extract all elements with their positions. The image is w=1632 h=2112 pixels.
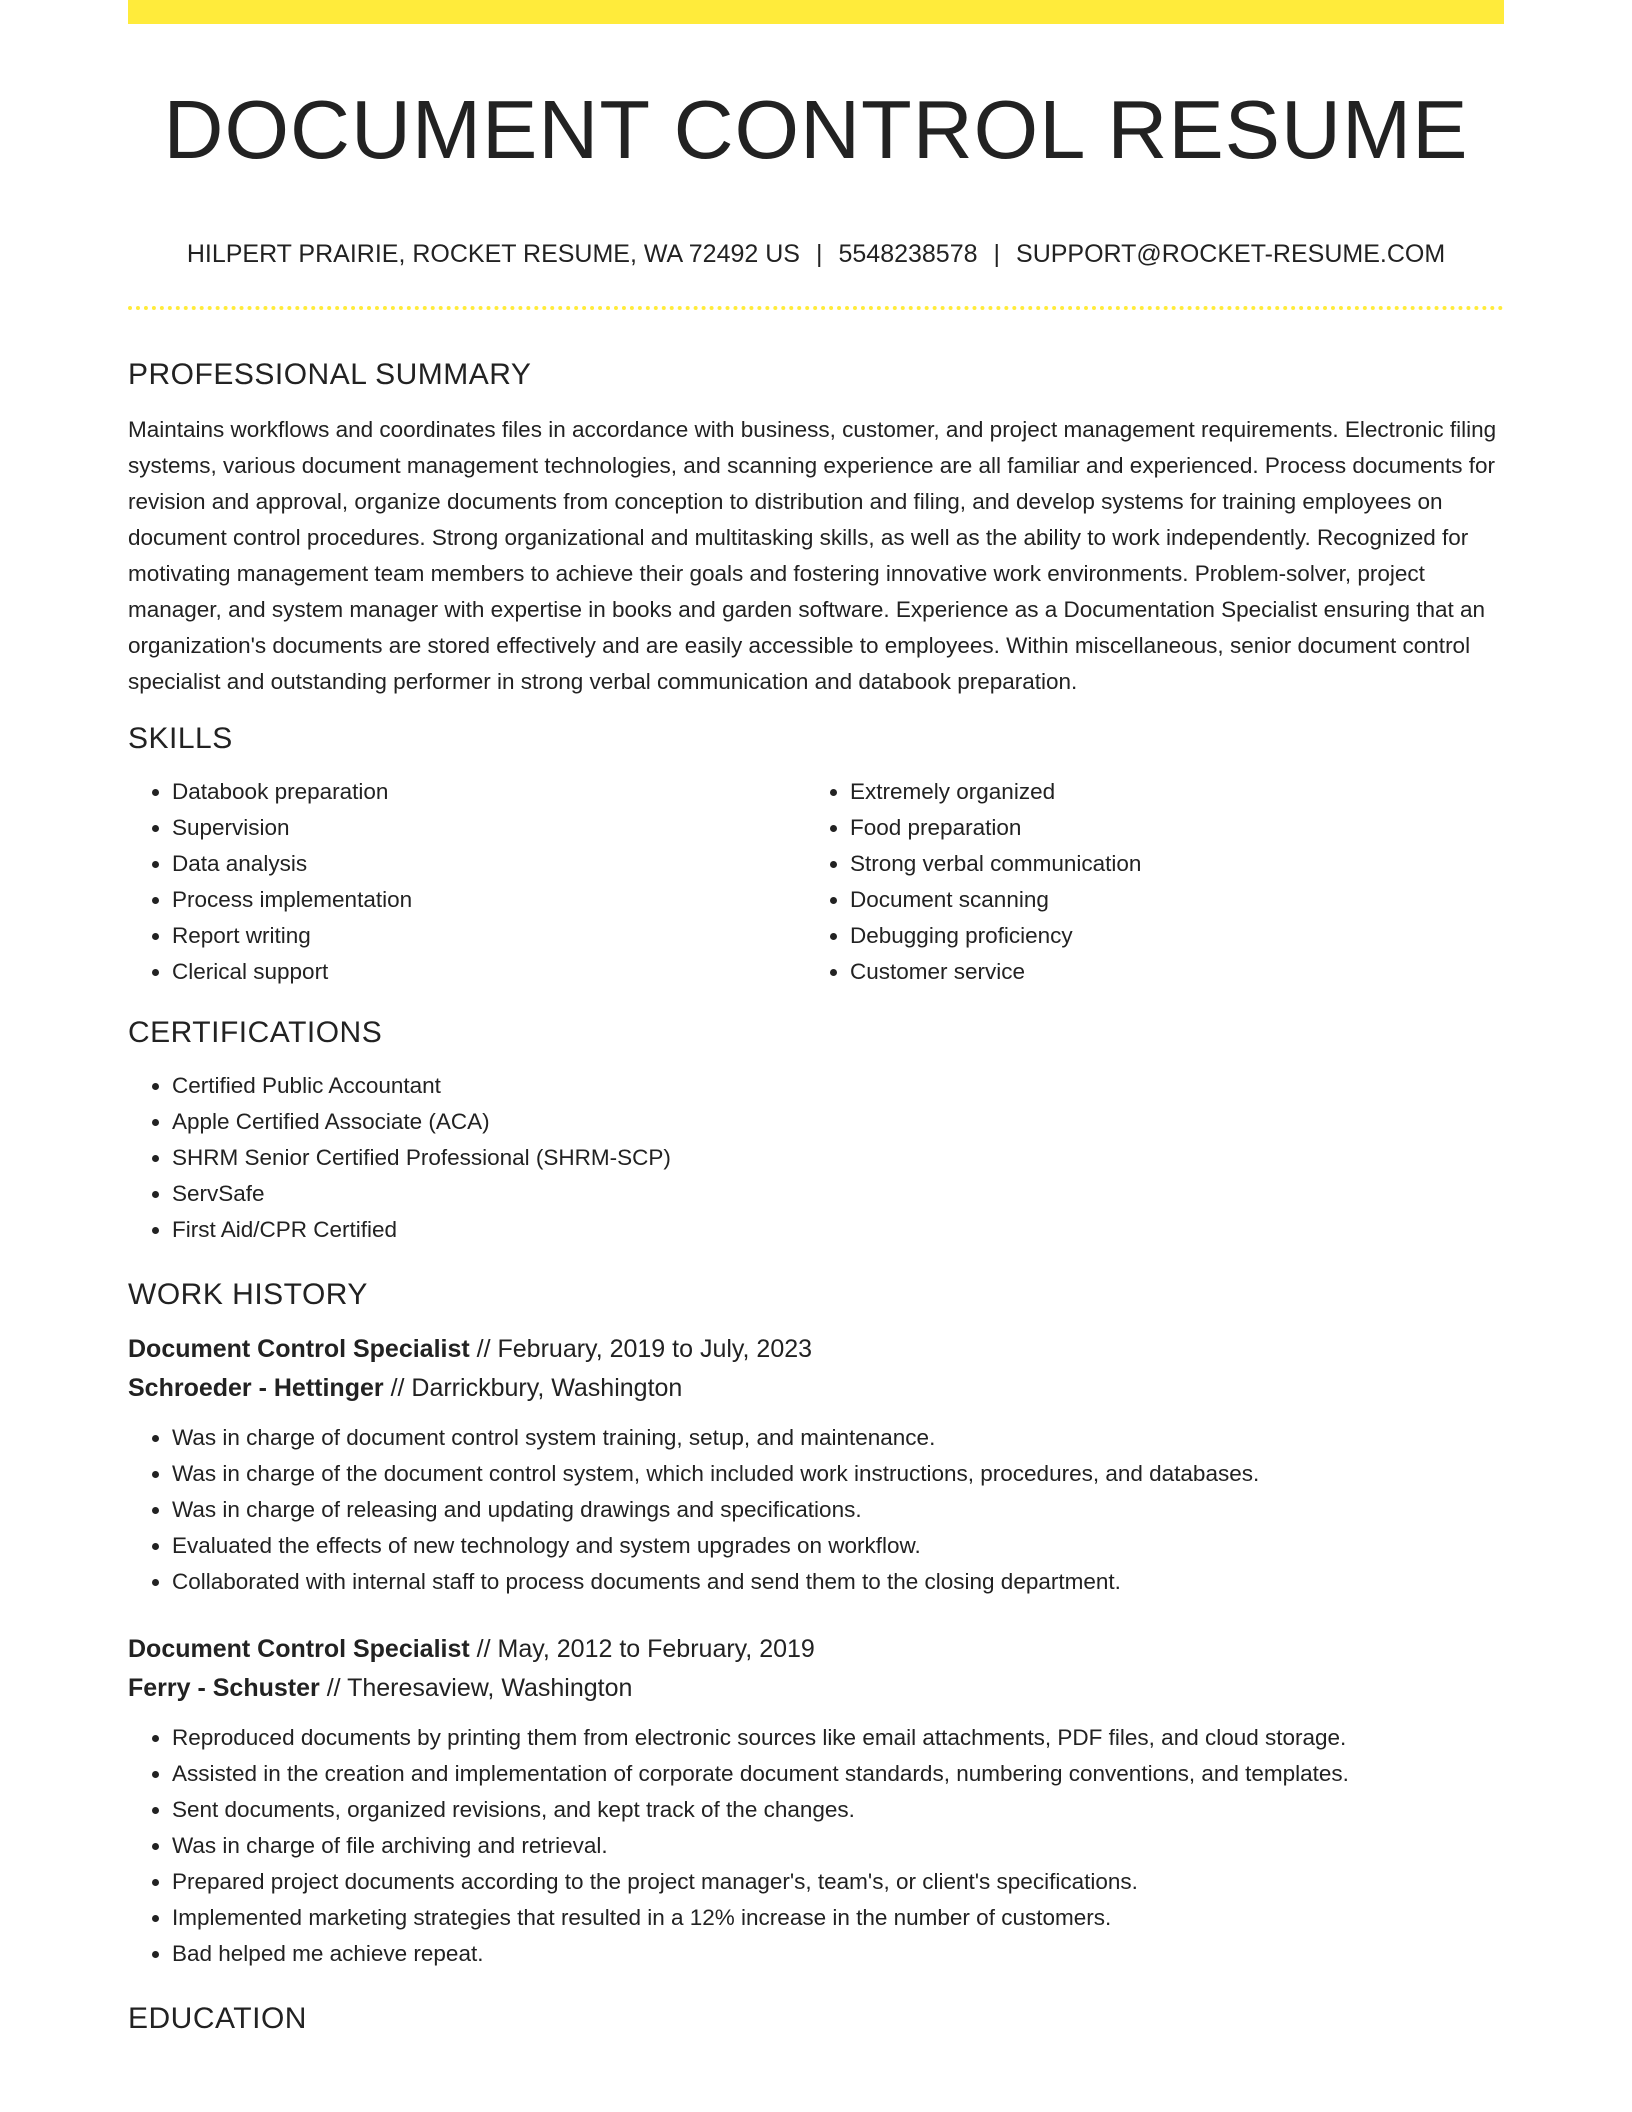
certification-item: • First Aid/CPR Certified <box>172 1212 1504 1248</box>
education-section <box>128 1994 1504 2044</box>
job-location: // Theresaview, Washington <box>326 1674 633 1702</box>
section-heading-education: EDUCATION <box>128 2002 307 2035</box>
skill-item: • Strong verbal communication <box>850 846 1550 882</box>
certification-item: • ServSafe <box>172 1176 1504 1212</box>
job-dates: // February, 2019 to July, 2023 <box>476 1335 813 1363</box>
summary-section <box>128 350 1504 700</box>
contact-separator: | <box>815 240 823 268</box>
job-bullet: • Was in charge of releasing and updating drawings and specifications. <box>172 1492 1504 1528</box>
certification-item: • Certified Public Accountant <box>172 1068 1504 1104</box>
skill-item: • Extremely organized <box>850 774 1550 810</box>
job-bullets <box>128 1720 1504 1972</box>
job-bullet: • Prepared project documents according to the project manager's, team's, or client's specifications. <box>172 1864 1504 1900</box>
skill-item: • Document scanning <box>850 882 1550 918</box>
job-company: Schroeder - Hettinger <box>128 1374 384 1402</box>
contact-address: HILPERT PRAIRIE, ROCKET RESUME, WA 72492 US <box>186 240 800 268</box>
job-bullet: • Reproduced documents by printing them from electronic sources like email attachments, PDF files, and cloud storage. <box>172 1720 1504 1756</box>
skills-section <box>128 714 1504 990</box>
contact-email: SUPPORT@ROCKET-RESUME.COM <box>1016 240 1446 268</box>
section-heading-skills: SKILLS <box>128 722 233 755</box>
skill-item: • Customer service <box>850 954 1550 990</box>
skill-item: • Debugging proficiency <box>850 918 1550 954</box>
certifications-section <box>128 1008 1504 1248</box>
work-history-section <box>128 1270 1504 1972</box>
job-title: Document Control Specialist <box>128 1335 470 1363</box>
skills-columns <box>128 774 1504 990</box>
skill-item: • Report writing <box>172 918 806 954</box>
skill-item: • Food preparation <box>850 810 1550 846</box>
job-company-line <box>128 1369 1504 1408</box>
skill-item: • Clerical support <box>172 954 806 990</box>
skill-item: • Supervision <box>172 810 806 846</box>
job-company: Ferry - Schuster <box>128 1674 320 1702</box>
job-bullets <box>128 1420 1504 1600</box>
job-bullet: • Assisted in the creation and implementation of corporate document standards, numbering conventions, and templates. <box>172 1756 1504 1792</box>
job-bullet: • Sent documents, organized revisions, and kept track of the changes. <box>172 1792 1504 1828</box>
job-bullet: • Bad helped me achieve repeat. <box>172 1936 1504 1972</box>
certification-item: • SHRM Senior Certified Professional (SHRM-SCP) <box>172 1140 1504 1176</box>
skill-item: • Databook preparation <box>172 774 806 810</box>
resume-content <box>128 350 1504 2044</box>
skills-right-list <box>806 774 1550 990</box>
job-entry <box>128 1630 1504 1972</box>
job-dates: // May, 2012 to February, 2019 <box>476 1635 815 1663</box>
job-bullet: • Was in charge of the document control system, which included work instructions, procedures, and databases. <box>172 1456 1504 1492</box>
summary-text: Maintains workflows and coordinates files in accordance with business, customer, and project management requirements. Electronic filing systems, various document management technologies, and scanning experience are all familiar and experienced. Process documents for revision and approval, organize documents from conception to distribution and filing, and develop systems for training employees on document control procedures. Strong organizational and multitasking skills, as well as the ability to work independently. Recognized for motivating management team members to achieve their goals and fostering innovative work environments. Problem-solver, project manager, and system manager with expertise in books and garden software. Experience as a Documentation Specialist ensuring that an organization's documents are stored effectively and are easily accessible to employees. Within miscellaneous, senior document control specialist and outstanding performer in strong verbal communication and databook preparation. <box>128 417 1497 694</box>
job-bullet: • Was in charge of file archiving and retrieval. <box>172 1828 1504 1864</box>
section-heading-certifications: CERTIFICATIONS <box>128 1016 383 1049</box>
section-heading-summary: PROFESSIONAL SUMMARY <box>128 358 532 391</box>
skill-item: • Data analysis <box>172 846 806 882</box>
job-company-line <box>128 1669 1504 1708</box>
job-title-line <box>128 1630 1504 1669</box>
job-title: Document Control Specialist <box>128 1635 470 1663</box>
resume-title: DOCUMENT CONTROL RESUME <box>163 83 1469 176</box>
skill-item: • Process implementation <box>172 882 806 918</box>
certification-item: • Apple Certified Associate (ACA) <box>172 1104 1504 1140</box>
top-accent-bar <box>128 0 1504 24</box>
job-location: // Darrickbury, Washington <box>390 1374 683 1402</box>
contact-phone: 5548238578 <box>838 240 978 268</box>
skills-left-list <box>128 774 806 990</box>
job-title-line <box>128 1330 1504 1369</box>
contact-line <box>128 234 1504 274</box>
certifications-list <box>128 1068 1504 1248</box>
job-bullet: • Implemented marketing strategies that resulted in a 12% increase in the number of customers. <box>172 1900 1504 1936</box>
contact-separator: | <box>993 240 1001 268</box>
job-bullet: • Was in charge of document control system training, setup, and maintenance. <box>172 1420 1504 1456</box>
job-entry <box>128 1330 1504 1600</box>
dotted-divider <box>128 306 1504 310</box>
job-bullet: • Evaluated the effects of new technology and system upgrades on workflow. <box>172 1528 1504 1564</box>
section-heading-work-history: WORK HISTORY <box>128 1278 368 1311</box>
job-bullet: • Collaborated with internal staff to process documents and send them to the closing department. <box>172 1564 1504 1600</box>
